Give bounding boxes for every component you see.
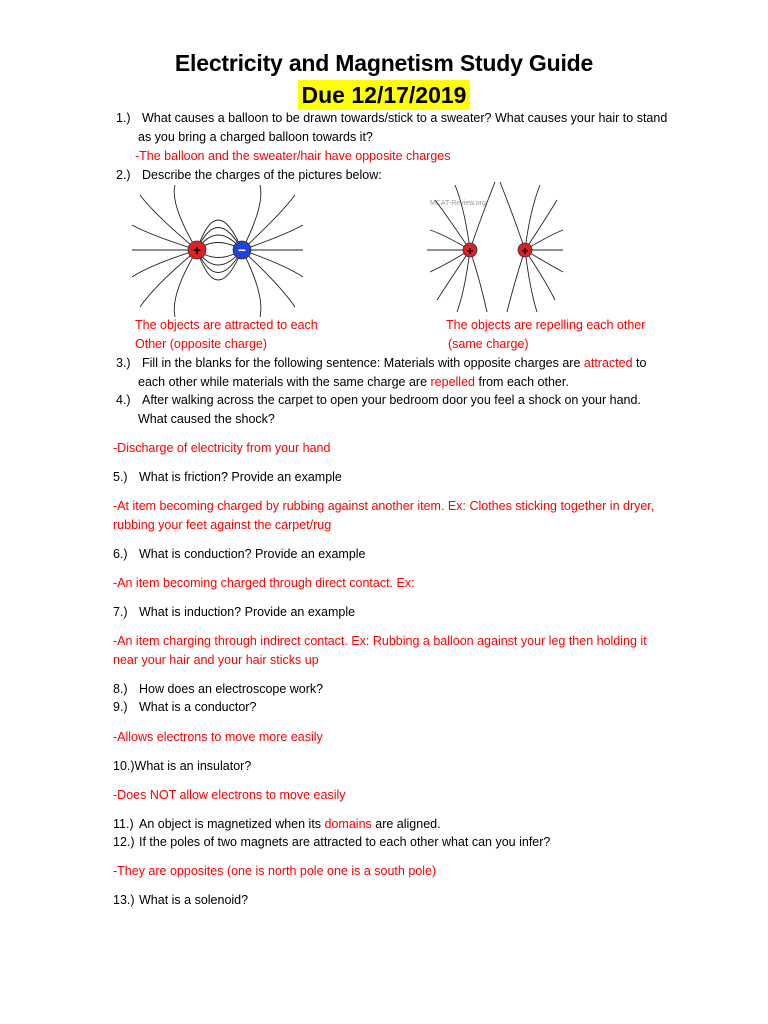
answer-7-line1: -An item charging through indirect contact. Ex: Rubbing a balloon against your leg then holding it xyxy=(113,634,647,648)
plus-label: + xyxy=(192,242,202,258)
answer-6: -An item becoming charged through direct contact. Ex: xyxy=(113,576,415,590)
answer-10: -Does NOT allow electrons to move easily xyxy=(113,788,346,802)
watermark: MCAT-Review.org xyxy=(430,200,486,207)
plus-label-right: + xyxy=(521,244,529,258)
question-4-cont: What caused the shock? xyxy=(138,412,275,426)
question-1: 1.) What causes a balloon to be drawn towards/stick to a sweater? What causes your hair to stand xyxy=(116,111,668,125)
answer-12: -They are opposites (one is north pole one is a south pole) xyxy=(113,864,437,878)
answer-5-line1: -At item becoming charged by rubbing against another item. Ex: Clothes sticking together in dryer, xyxy=(113,499,655,513)
question-1-cont: as you bring a charged balloon towards it? xyxy=(138,130,373,144)
right-caption-1: The objects are repelling each other xyxy=(446,318,646,332)
minus-label: − xyxy=(237,242,247,258)
question-3-cont: each other while materials with the same charge are repelled from each other. xyxy=(138,375,569,389)
like-charges-field-diagram xyxy=(425,180,565,315)
question-7: 7.) What is induction? Provide an example xyxy=(113,605,356,619)
dipole-field-diagram xyxy=(130,185,305,320)
answer-11: domains xyxy=(324,817,372,831)
answer-4: -Discharge of electricity from your hand xyxy=(113,441,331,455)
answer-3a: attracted xyxy=(583,356,633,370)
left-caption-1: The objects are attracted to each xyxy=(135,318,318,332)
left-caption-2: Other (opposite charge) xyxy=(135,337,268,351)
question-5: 5.) What is friction? Provide an example xyxy=(113,470,342,484)
question-13: 13.) What is a solenoid? xyxy=(113,893,249,907)
page-title: Electricity and Magnetism Study Guide xyxy=(174,50,594,76)
question-2: 2.) Describe the charges of the pictures below: xyxy=(116,168,382,182)
answer-7-line2: near your hair and your hair sticks up xyxy=(113,653,319,667)
answer-1: -The balloon and the sweater/hair have opposite charges xyxy=(135,149,451,163)
question-10: 10.)What is an insulator? xyxy=(113,759,252,773)
question-3: 3.) Fill in the blanks for the following sentence: Materials with opposite charges are attracted to xyxy=(116,356,647,370)
question-4: 4.) After walking across the carpet to open your bedroom door you feel a shock on your hand. xyxy=(116,393,641,407)
question-8: 8.) How does an electroscope work? xyxy=(113,682,324,696)
answer-3b: repelled xyxy=(430,375,475,389)
question-9: 9.) What is a conductor? xyxy=(113,700,257,714)
question-11: 11.) An object is magnetized when its domains are aligned. xyxy=(113,817,441,831)
due-date: Due 12/17/2019 xyxy=(298,80,471,110)
question-12: 12.) If the poles of two magnets are attracted to each other what can you infer? xyxy=(113,835,551,849)
question-6: 6.) What is conduction? Provide an example xyxy=(113,547,366,561)
plus-label-left: + xyxy=(466,244,474,258)
answer-5-line2: rubbing your feet against the carpet/rug xyxy=(113,518,332,532)
right-caption-2: (same charge) xyxy=(448,337,529,351)
answer-9: -Allows electrons to move more easily xyxy=(113,730,323,744)
